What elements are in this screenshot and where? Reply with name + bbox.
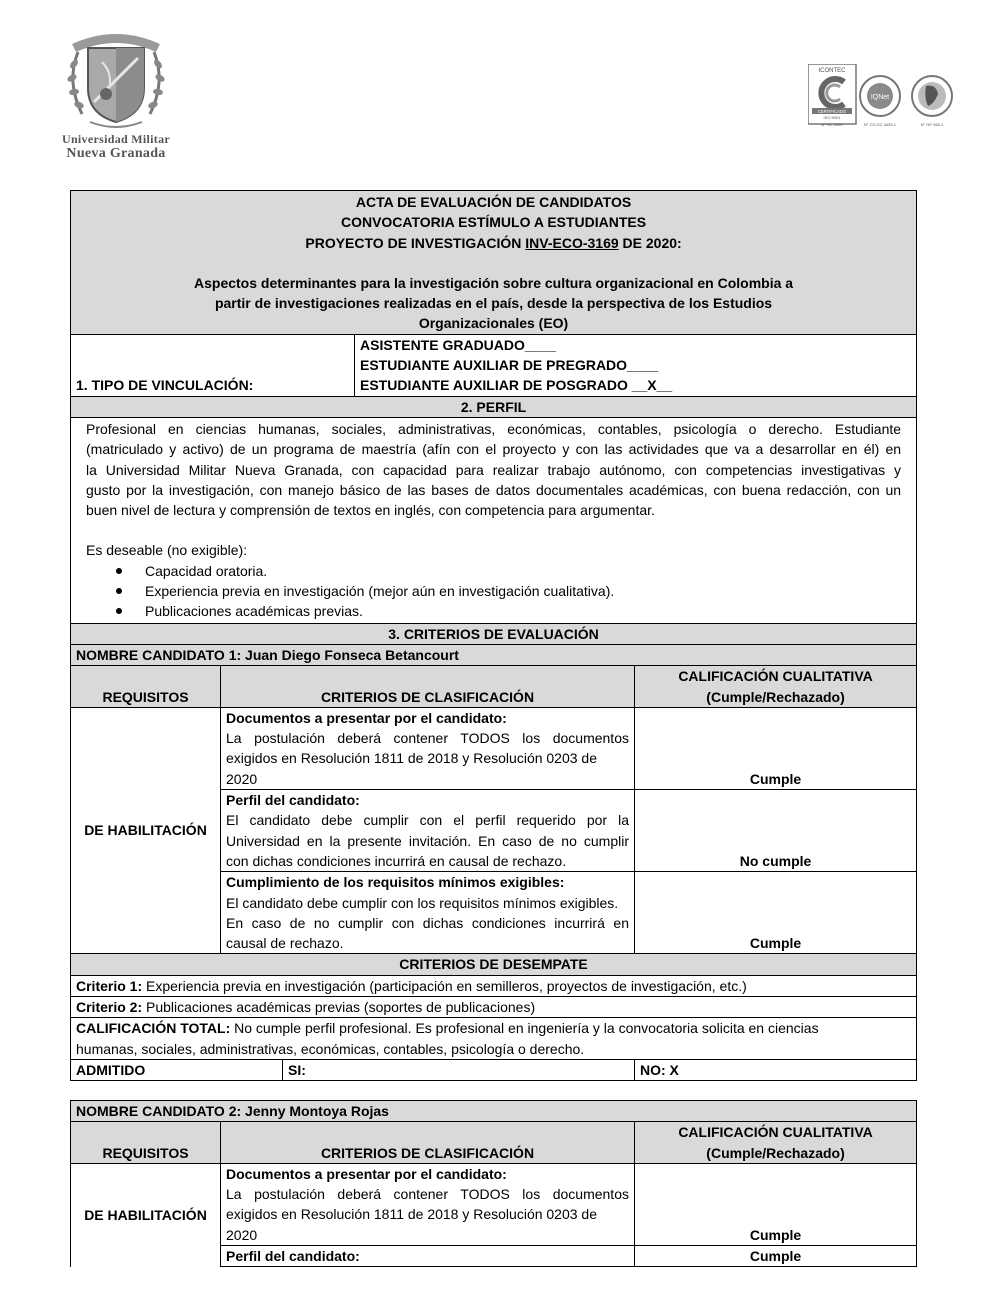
criterion-text: con dichas condiciones incurrirá en causal de rechazo. [226, 852, 567, 869]
criterion-title: Documentos a presentar por el candidato: [226, 709, 507, 726]
icontec-label: ICONTEC [818, 68, 846, 74]
criterion-text: Universidad en la presente invitación. En caso de no cumplir [226, 832, 629, 849]
vinculacion-option-graduado: ASISTENTE GRADUADO____ [360, 336, 557, 353]
title-line3-suffix: DE 2020: [618, 234, 682, 251]
perfil-line: buen nivel de lectura y comprensión de textos en inglés, con competencia para argumentar. [86, 502, 655, 519]
bullet-icon [116, 568, 122, 574]
criterio2-text: Publicaciones académicas previas (soportes de publicaciones) [142, 998, 536, 1015]
col-header-calificacion [635, 666, 917, 708]
perfil-content [71, 417, 917, 623]
criterion-result: No cumple [635, 790, 917, 872]
criterion-title: Cumplimiento de los requisitos mínimos exigibles: [226, 874, 565, 891]
col-header-requisitos: REQUISITOS [71, 666, 221, 708]
criterio1-label: Criterio 1: [76, 977, 143, 994]
criterion-title: Perfil del candidato: [221, 1246, 635, 1267]
criterios-heading: 3. CRITERIOS DE EVALUACIÓN [71, 623, 917, 644]
sc-number-label: N° SC 4439 [821, 122, 843, 127]
calificacion-total-text-line2: humanas, sociales, administrativas, económicas, contables, psicología o derecho. [76, 1040, 585, 1057]
title-line2: CONVOCATORIA ESTÍMULO A ESTUDIANTES [340, 214, 647, 231]
title-line3-prefix: PROYECTO DE INVESTIGACIÓN [305, 234, 526, 251]
criterion-result: Cumple [635, 707, 917, 789]
evaluation-table [70, 190, 917, 1081]
col-header-calificacion-line2: (Cumple/Rechazado) [706, 688, 845, 705]
list-item-text: Publicaciones académicas previas. [145, 603, 363, 620]
project-description-line1: Aspectos determinantes para la investigación sobre cultura organizacional en Colombia a [194, 274, 794, 291]
criterio2-label: Criterio 2: [76, 998, 143, 1015]
deseable-list [114, 561, 901, 622]
university-logo [50, 22, 182, 167]
vinculacion-options [355, 334, 917, 396]
project-code: INV-ECO-3169 [525, 234, 619, 251]
perfil-line: (matriculado y activo) de un programa de maestría (afín con el proyecto y con las actividades que va a desarrollar en él) en [86, 441, 902, 458]
document-title-block [71, 191, 917, 335]
calificacion-total-label: CALIFICACIÓN TOTAL: [76, 1020, 231, 1037]
vinculacion-option-pregrado: ESTUDIANTE AUXILIAR DE PREGRADO____ [360, 357, 659, 374]
col-header-criterios: CRITERIOS DE CLASIFICACIÓN [221, 1122, 635, 1164]
bullet-icon [116, 608, 122, 614]
iso-label: ISO 9001 [823, 115, 841, 120]
criterion-result: Cumple [635, 872, 917, 954]
project-description-line3: Organizacionales (EO) [418, 315, 569, 332]
col-header-calificacion-line1: CALIFICACIÓN CUALITATIVA [678, 1124, 873, 1141]
habilitacion-label: DE HABILITACIÓN [71, 1163, 221, 1266]
criterio1-row [71, 975, 917, 996]
perfil-line: la Universidad Militar Nueva Granada, con capacidad para realizar trabajo autónomo, con competencias investigativas y [86, 461, 902, 478]
list-item [114, 601, 901, 621]
admitido-no: NO: X [635, 1059, 917, 1080]
perfil-line: gusto por la investigación, con manejo básico de las bases de datos documentales académicas, con buena redacción, con un [86, 481, 902, 498]
admitido-label: ADMITIDO [71, 1059, 283, 1080]
criterion-cell [221, 1163, 635, 1245]
criterion-text: causal de rechazo. [226, 935, 344, 952]
vinculacion-label: 1. TIPO DE VINCULACIÓN: [71, 334, 355, 396]
iqnet-label: IQNet [870, 94, 890, 101]
criterion-text: exigidos en Resolución 1811 de 2018 y Resolución 0203 de 2020 [226, 1206, 598, 1243]
gp-number-label: N° GP 068-1 [920, 122, 944, 127]
criterio2-row [71, 996, 917, 1017]
col-header-calificacion [635, 1122, 917, 1164]
project-description-line2: partir de investigaciones realizadas en el país, desde la perspectiva de los Estudios [214, 295, 773, 312]
calificacion-total-row [71, 1018, 917, 1060]
bullet-icon [116, 588, 122, 594]
list-item-text: Experiencia previa en investigación (mejor aún en investigación cualitativa). [145, 583, 615, 600]
criterion-cell [221, 872, 635, 954]
criterion-title: Perfil del candidato: [226, 792, 360, 809]
candidate2-name: NOMBRE CANDIDATO 2: Jenny Montoya Rojas [71, 1101, 917, 1122]
candidate1-name: NOMBRE CANDIDATO 1: Juan Diego Fonseca Betancourt [71, 644, 917, 665]
perfil-line: Profesional en ciencias humanas, sociales, administrativas, económicas, contables, psicología o derecho. Estudiante [86, 420, 902, 437]
criterion-text: exigidos en Resolución 1811 de 2018 y Resolución 0203 de 2020 [226, 750, 598, 787]
vinculacion-option-posgrado: ESTUDIANTE AUXILIAR DE POSGRADO __X__ [360, 377, 673, 394]
desempate-heading: CRITERIOS DE DESEMPATE [71, 954, 917, 975]
title-line3 [76, 233, 911, 253]
university-crest [64, 22, 168, 132]
habilitacion-label: DE HABILITACIÓN [71, 707, 221, 954]
col-header-requisitos: REQUISITOS [71, 1122, 221, 1164]
university-name-line1: Universidad Militar [61, 132, 171, 146]
col-header-calificacion-line2: (Cumple/Rechazado) [706, 1144, 845, 1161]
criterion-result: Cumple [635, 1163, 917, 1245]
criterio1-text: Experiencia previa en investigación (participación en semilleros, proyectos de investigación, etc.) [142, 977, 747, 994]
title-line1: ACTA DE EVALUACIÓN DE CANDIDATOS [355, 194, 632, 210]
admitido-si: SI: [283, 1059, 635, 1080]
col-header-criterios: CRITERIOS DE CLASIFICACIÓN [221, 666, 635, 708]
criterion-title: Documentos a presentar por el candidato: [226, 1165, 507, 1182]
list-item-text: Capacidad oratoria. [145, 562, 268, 579]
candidate2-table [70, 1100, 917, 1267]
certification-logos [808, 64, 954, 128]
list-item [114, 581, 901, 601]
deseable-label: Es deseable (no exigible): [86, 542, 248, 559]
criterion-cell [221, 707, 635, 789]
criterion-text: El candidato debe cumplir con el perfil requerido por la [226, 812, 629, 829]
col-header-calificacion-line1: CALIFICACIÓN CUALITATIVA [678, 668, 873, 685]
criterion-text: La postulación deberá contener TODOS los documentos [226, 1186, 629, 1203]
criterion-cell [221, 790, 635, 872]
criterion-text: La postulación deberá contener TODOS los documentos [226, 730, 629, 747]
criterion-text: El candidato debe cumplir con los requisitos mínimos exigibles. [226, 894, 619, 911]
certificado-label: CERTIFICADO [817, 109, 847, 114]
co-number-label: N° CO-SC 4439-1 [863, 122, 897, 127]
calificacion-total-text: No cumple perfil profesional. Es profesional en ingeniería y la convocatoria solicita en ciencias [230, 1020, 819, 1037]
university-name-line2: Nueva Granada [66, 146, 166, 161]
perfil-heading: 2. PERFIL [71, 396, 917, 417]
list-item [114, 561, 901, 581]
criterion-result: Cumple [635, 1246, 917, 1267]
criterion-text: En caso de no cumplir con dichas condiciones incurrirá en [226, 914, 629, 931]
